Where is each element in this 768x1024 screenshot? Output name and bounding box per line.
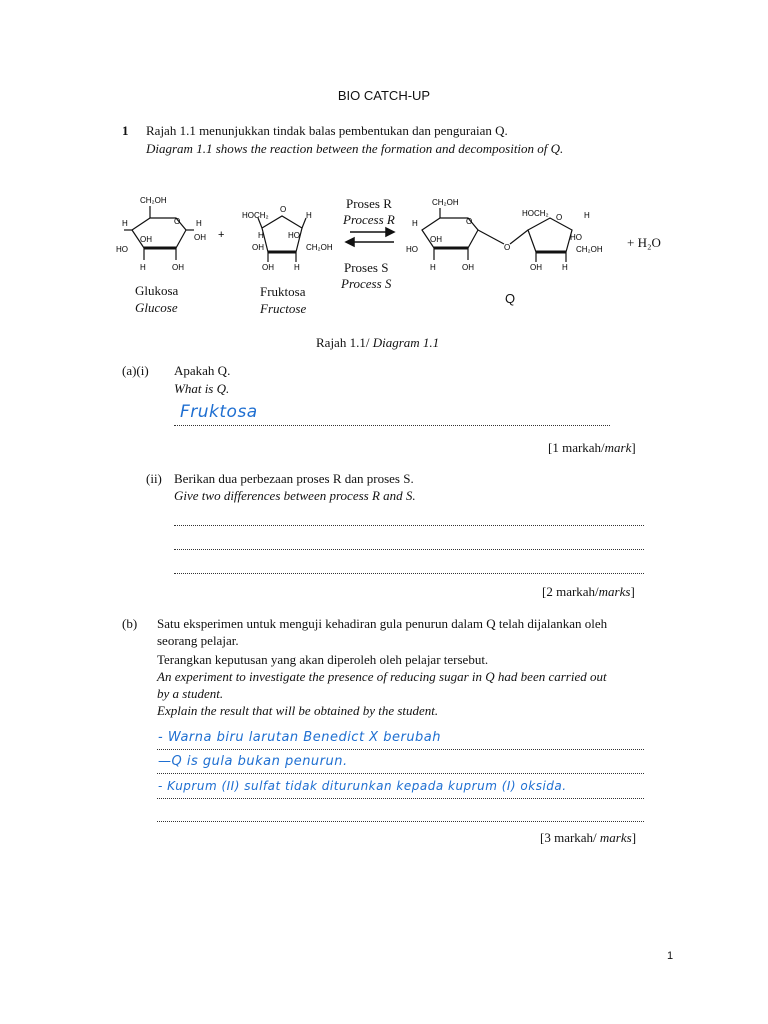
water-product: + H₂O [627, 235, 661, 250]
fructose-label-ms: Fruktosa [260, 284, 306, 299]
fructose-hoch2: HOCH₂ [242, 211, 269, 220]
sucrose-h-left: H [412, 219, 418, 228]
part-b-line2-ms: seorang pelajar. [157, 633, 239, 648]
sucrose-ring-o: O [466, 217, 473, 226]
part-a-i-question-en: What is Q. [174, 381, 230, 396]
marks-b: [3 markah/ marks] [540, 830, 637, 845]
part-a-i-label: (a)(i) [122, 363, 149, 378]
sucrose-ho-right: HO [570, 233, 582, 242]
part-a-ii-question-ms: Berikan dua perbezaan proses R dan proses S. [174, 471, 414, 486]
answer-a-i-handwritten: Fruktosa [180, 402, 258, 422]
glucose-structure [124, 206, 194, 260]
answer-b-handwritten-3: - Kuprum (II) sulfat tidak diturunkan kepada kuprum (I) oksida. [158, 779, 567, 793]
part-b-line2-en: by a student. [157, 686, 224, 701]
fructose-oh-bottom: OH [262, 263, 274, 272]
question-number: 1 [122, 123, 129, 138]
process-s-ms: Proses S [344, 260, 389, 275]
sucrose-hoch2: HOCH₂ [522, 209, 549, 218]
glucose-oh-bottom: OH [172, 263, 184, 272]
answer-line-b-4[interactable] [157, 821, 644, 822]
answer-line-b-2 [157, 773, 644, 774]
product-q-label: Q [505, 291, 516, 306]
glucose-ch2oh: CH₂OH [140, 196, 167, 205]
part-a-i-question-ms: Apakah Q. [174, 363, 231, 378]
glucose-ho: HO [116, 245, 128, 254]
answer-line-a-ii-1[interactable] [174, 525, 644, 526]
glucose-h-right: H [196, 219, 202, 228]
plus-sign: + [218, 229, 225, 241]
answer-b-handwritten-2: —Q is gula bukan penurun. [158, 754, 348, 769]
answer-line-a-ii-3[interactable] [174, 573, 644, 574]
glucose-ring-o: O [174, 217, 181, 226]
part-b-label: (b) [122, 616, 138, 631]
sucrose-ch2oh-right: CH₂OH [576, 245, 603, 254]
page-title: BIO CATCH-UP [337, 88, 431, 103]
part-b-line3-en: Explain the result that will be obtained by the student. [157, 703, 439, 718]
reaction-arrows [346, 228, 394, 246]
diagram-caption-ms: Rajah 1.1/ [316, 335, 370, 350]
sucrose-h-bottom2: H [562, 263, 568, 272]
fructose-h-left: H [258, 231, 264, 240]
diagram-caption [316, 334, 439, 351]
glucose-oh-mid: OH [140, 235, 152, 244]
glucose-h-left: H [122, 219, 128, 228]
diagram-caption-en: Diagram 1.1 [372, 335, 440, 350]
sucrose-h-bottom: H [430, 263, 436, 272]
answer-line-b-1 [157, 749, 644, 750]
question-intro-ms: Rajah 1.1 menunjukkan tindak balas pembentukan dan penguraian Q. [146, 123, 508, 138]
process-r-ms: Proses R [346, 196, 392, 211]
part-b-line1-ms: Satu eksperimen untuk menguji kehadiran gula penurun dalam Q telah dijalankan oleh [157, 616, 608, 631]
glucose-h-bottom: H [140, 263, 146, 272]
sucrose-ho: HO [406, 245, 418, 254]
sucrose-ring-o2: O [556, 213, 563, 222]
answer-line-a-ii-2[interactable] [174, 549, 644, 550]
marks-a-i: [1 markah/mark] [548, 440, 636, 455]
fructose-ho: HO [288, 231, 300, 240]
sucrose-structure [422, 208, 572, 262]
answer-b-handwritten-1: - Warna biru larutan Benedict X berubah [158, 730, 442, 745]
question-intro-en: Diagram 1.1 shows the reaction between the formation and decomposition of Q. [146, 141, 564, 156]
process-r-en: Process R [343, 212, 395, 227]
sucrose-h-top: H [584, 211, 590, 220]
sucrose-oh-bottom: OH [462, 263, 474, 272]
answer-line-b-3 [157, 798, 644, 799]
part-b-line1-en: An experiment to investigate the presence of reducing sugar in Q had been carried out [157, 669, 607, 684]
glycosidic-o: O [504, 243, 511, 252]
glucose-oh-right: OH [194, 233, 206, 242]
fructose-h-bottom: H [294, 263, 300, 272]
marks-a-ii: [2 markah/marks] [542, 584, 635, 599]
sucrose-oh: OH [430, 235, 442, 244]
fructose-h-top: H [306, 211, 312, 220]
glucose-label-en: Glucose [135, 300, 178, 315]
glucose-label-ms: Glukosa [135, 283, 179, 298]
process-s-en: Process S [341, 276, 392, 291]
fructose-ring-o: O [280, 205, 287, 214]
fructose-label-en: Fructose [260, 301, 307, 316]
fructose-ch2oh: CH₂OH [306, 243, 333, 252]
fructose-oh-left: OH [252, 243, 264, 252]
part-a-ii-label: (ii) [146, 471, 162, 486]
part-a-ii-question-en: Give two differences between process R and S. [174, 488, 416, 503]
sucrose-oh-bottom2: OH [530, 263, 542, 272]
sucrose-ch2oh: CH₂OH [432, 198, 459, 207]
page-number: 1 [667, 950, 674, 962]
answer-line-a-i [174, 425, 610, 426]
part-b-line3-ms: Terangkan keputusan yang akan diperoleh oleh pelajar tersebut. [157, 652, 489, 667]
